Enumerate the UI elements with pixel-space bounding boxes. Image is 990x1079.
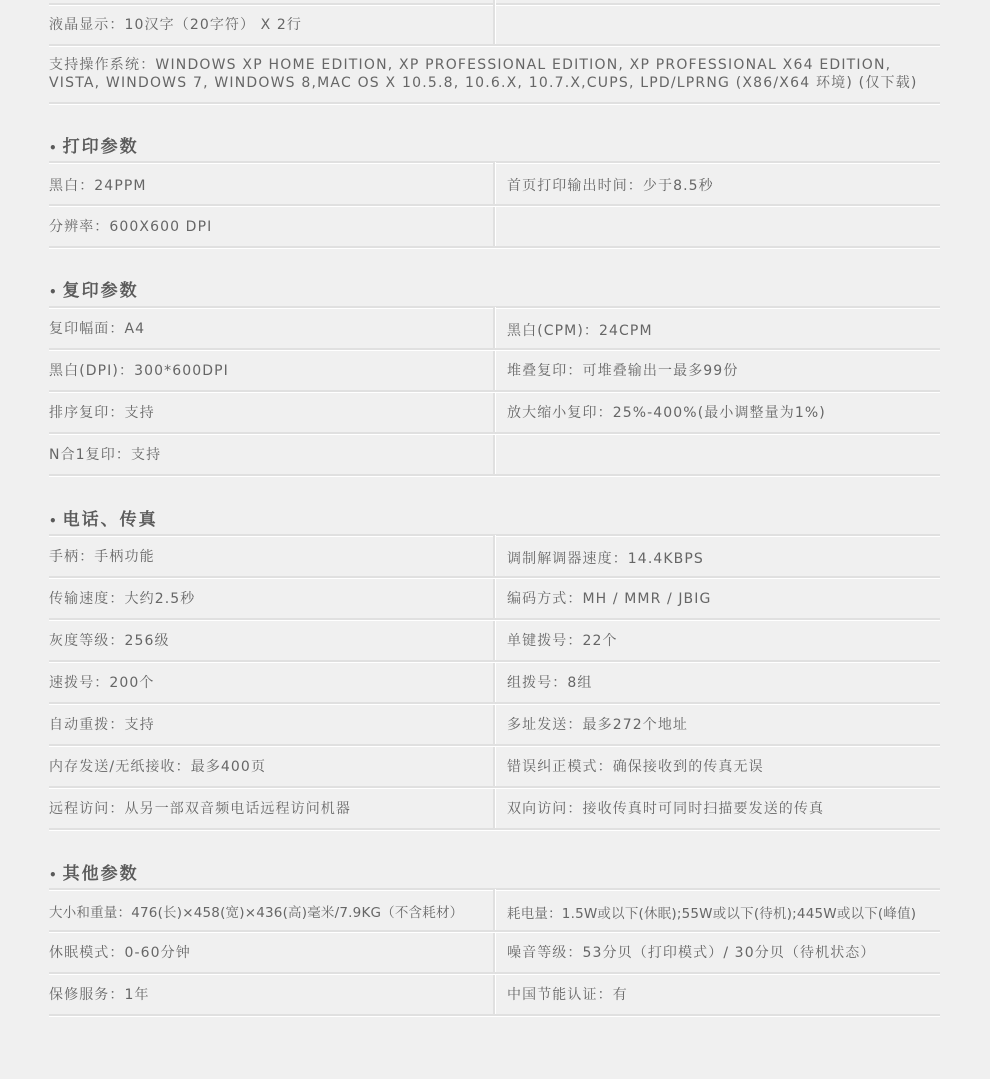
spec-fax-broadcast: 多址发送：最多272个地址 <box>507 717 689 733</box>
spec-fax-gray: 灰度等级：256级 <box>49 633 170 649</box>
spec-fax-dual: 双向访问：接收传真时可同时扫描要发送的传真 <box>507 801 825 817</box>
spec-other-warranty: 保修服务：1年 <box>49 987 150 1003</box>
spec-fax-remote: 远程访问：从另一部双音频电话远程访问机器 <box>49 801 351 817</box>
row-divider <box>49 972 940 975</box>
bullet-icon: • <box>49 285 59 299</box>
row-divider <box>49 660 940 663</box>
bullet-icon: • <box>49 868 59 882</box>
row-divider <box>49 576 940 579</box>
spec-fax-modem: 调制解调器速度：14.4KBPS <box>507 551 704 567</box>
spec-fax-memory: 内存发送/无纸接收：最多400页 <box>49 759 267 775</box>
row-divider <box>49 930 940 933</box>
spec-copy-n-in-1: N合1复印：支持 <box>49 447 162 463</box>
spec-copy-sort: 排序复印：支持 <box>49 405 155 421</box>
row-divider <box>49 432 940 435</box>
row-divider <box>49 744 940 747</box>
spec-fax-handset: 手柄：手柄功能 <box>49 549 155 565</box>
spec-print-first-page: 首页打印输出时间：少于8.5秒 <box>507 178 714 194</box>
spec-fax-transmit: 传输速度：大约2.5秒 <box>49 591 196 607</box>
column-divider <box>493 535 496 829</box>
bullet-icon: • <box>49 514 59 528</box>
row-divider <box>49 204 940 207</box>
row-divider <box>49 828 940 831</box>
spec-lcd: 液晶显示：10汉字（20字符） X 2行 <box>49 17 303 33</box>
section-copy-heading <box>49 276 139 301</box>
row-divider <box>49 618 940 621</box>
spec-copy-cpm: 黑白(CPM)：24CPM <box>507 323 653 339</box>
spec-fax-coding: 编码方式：MH / MMR / JBIG <box>507 591 712 607</box>
row-divider <box>49 348 940 351</box>
spec-copy-zoom: 放大缩小复印：25%-400%(最小调整量为1%) <box>507 405 826 421</box>
section-fax-heading <box>49 505 158 530</box>
spec-print-mono: 黑白：24PPM <box>49 178 147 194</box>
section-title: 其他参数 <box>62 864 139 884</box>
spec-other-noise: 噪音等级：53分贝（打印模式）/ 30分贝（待机状态） <box>507 945 876 961</box>
section-print-heading <box>49 132 139 157</box>
spec-other-energy: 中国节能认证：有 <box>507 987 628 1003</box>
section-title: 电话、传真 <box>62 510 158 530</box>
spec-os: 支持操作系统：WINDOWS XP HOME EDITION, XP PROFESSIONAL EDITION, XP PROFESSIONAL X64 EDITION, VISTA, WINDOWS 7, WINDOWS 8,MAC OS X 10.5.8, 10.6.X, 10.7.X,CUPS, LPD/LPRNG (X86/X64 环境) (仅下载) <box>49 57 918 91</box>
spec-fax-speed-dial: 速拨号：200个 <box>49 675 155 691</box>
spec-fax-redial: 自动重拨：支持 <box>49 717 155 733</box>
spec-print-resolution: 分辨率：600X600 DPI <box>49 219 213 235</box>
spec-fax-group-dial: 组拨号：8组 <box>507 675 593 691</box>
spec-copy-dpi: 黑白(DPI)：300*600DPI <box>49 363 229 379</box>
column-divider <box>493 0 496 45</box>
row-divider <box>49 474 940 477</box>
row-divider <box>49 246 940 249</box>
row-divider <box>49 390 940 393</box>
row-divider <box>49 44 940 47</box>
row-divider <box>49 1014 940 1017</box>
column-divider <box>493 889 496 1015</box>
row-divider <box>49 702 940 705</box>
section-title: 打印参数 <box>62 137 139 157</box>
section-title: 复印参数 <box>62 281 139 301</box>
spec-copy-stack: 堆叠复印：可堆叠输出一最多99份 <box>507 363 739 379</box>
bullet-icon: • <box>49 141 59 155</box>
row-divider <box>49 786 940 789</box>
spec-fax-ecm: 错误纠正模式：确保接收到的传真无误 <box>507 759 764 775</box>
spec-other-sleep: 休眠模式：0-60分钟 <box>49 945 191 961</box>
spec-other-power: 耗电量：1.5W或以下(休眠);55W或以下(待机);445W或以下(峰值) <box>507 906 917 922</box>
spec-fax-one-touch: 单键拨号：22个 <box>507 633 618 649</box>
spec-copy-width: 复印幅面：A4 <box>49 321 146 337</box>
section-other-heading <box>49 859 139 884</box>
spec-other-size: 大小和重量：476(长)×458(宽)×436(高)毫米/7.9KG（不含耗材） <box>49 905 464 921</box>
row-divider <box>49 102 940 105</box>
